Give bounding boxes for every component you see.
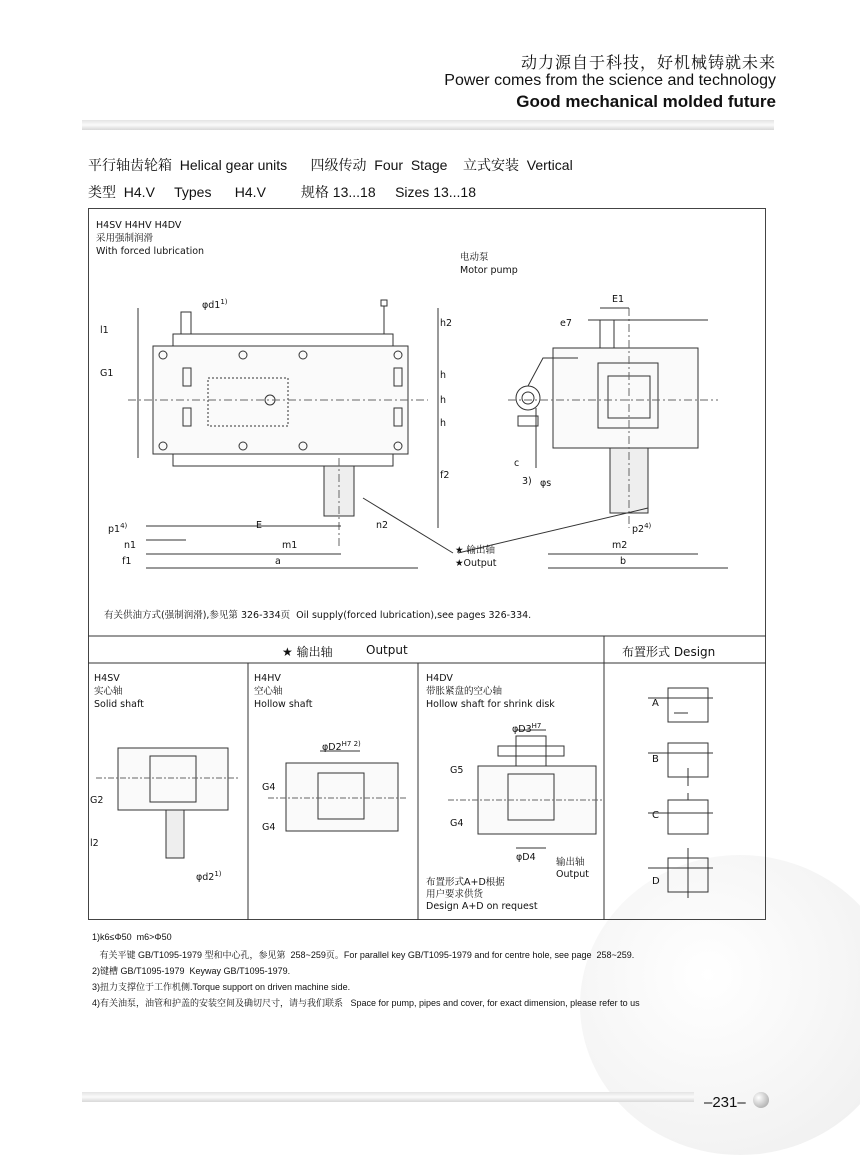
title-line-1: 平行轴齿轮箱 Helical gear units 四级传动 Four Stage 立式安装 Vertical <box>88 157 573 173</box>
dim-c: c <box>514 458 520 469</box>
h4hv-G4b: G4 <box>262 822 276 833</box>
dim-m2: m2 <box>612 540 628 551</box>
h4hv-D2: $\varphi D2^{H7 2)}$ <box>322 740 361 754</box>
dim-n1: n1 <box>124 540 137 551</box>
motor-pump-cn-label: 电动泵 <box>460 252 489 263</box>
h4dv-code: H4DV <box>426 673 453 684</box>
output-en-label: ★Output <box>455 558 497 569</box>
dim-p2: p2$^{4)}$ <box>632 522 652 536</box>
h4dv-request-cn1: 布置形式A+D根据 <box>426 877 505 888</box>
h4hv-G4a: G4 <box>262 782 276 793</box>
h4sv-d2: φd2$^{1)}$ <box>196 870 222 884</box>
output-section-cn: ★ 输出轴 <box>282 645 333 659</box>
h4sv-code: H4SV <box>94 673 120 684</box>
header-divider-bar <box>82 120 774 130</box>
design-label-b: B <box>652 754 659 765</box>
h4sv-cn: 实心轴 <box>94 686 123 697</box>
page-number: –231– <box>704 1094 746 1111</box>
h4sv-en: Solid shaft <box>94 699 144 710</box>
h4sv-l2: l2 <box>90 838 99 849</box>
dim-E: E <box>256 520 263 531</box>
slogan-english: Power comes from the science and technology <box>444 72 776 89</box>
h4hv-drawing <box>268 751 408 831</box>
dim-f2: f2 <box>440 470 450 481</box>
motor-pump-en-label: Motor pump <box>460 265 518 276</box>
title-line-2: 类型 H4.V Types H4.V 规格 13...18 Sizes 13...18 <box>88 184 477 200</box>
h4sv-drawing <box>96 748 238 858</box>
output-cn-label: ★ 输出轴 <box>455 545 496 556</box>
lubrication-cn-label: 采用强制润滑 <box>96 233 154 244</box>
h4hv-en: Hollow shaft <box>254 699 313 710</box>
dim-f1: f1 <box>122 556 132 567</box>
dim-G1: G1 <box>100 368 114 379</box>
dim-l1: l1 <box>100 325 109 336</box>
dim-h-c: h <box>440 395 447 406</box>
footnote-2: 2)键槽 GB/T1095-1979 Keyway GB/T1095-1979. <box>92 966 291 976</box>
dim-e7: e7 <box>560 318 572 329</box>
oil-supply-note: 有关供油方式(强制润滑),参见第 326-334页 Oil supply(forced lubrication),see pages 326-334. <box>104 610 532 621</box>
h4hv-code: H4HV <box>254 673 281 684</box>
h4dv-request-en: Design A+D on request <box>426 901 538 912</box>
front-view-gearbox <box>153 300 408 516</box>
dim-h-b: h <box>440 418 447 429</box>
design-schematics <box>648 688 713 898</box>
dim-d1: φd1$^{1)}$ <box>202 298 228 312</box>
h4dv-drawing <box>448 730 603 848</box>
dim-n2: n2 <box>376 520 389 531</box>
h4dv-request-cn2: 用户要求供货 <box>426 889 484 900</box>
dim-E1: E1 <box>612 294 625 305</box>
h4dv-D4: φD4 <box>516 852 536 863</box>
dim-p1: p1$^{4)}$ <box>108 522 128 536</box>
technical-drawing <box>88 208 766 920</box>
footnote-4: 4)有关油泵，油管和护盖的安装空间及确切尺寸，请与我们联系 Space for pump, pipes and cover, for exact dimension, please refer to us <box>92 998 640 1008</box>
h4hv-cn: 空心轴 <box>254 686 283 697</box>
design-label-d: D <box>652 876 660 887</box>
dim-h-a: h <box>440 370 447 381</box>
dim-s-sup: 3) <box>522 476 532 487</box>
output-section-en: Output <box>366 643 408 657</box>
dim-b: b <box>620 556 627 567</box>
page-dot-icon <box>753 1092 769 1108</box>
footnote-1: 1)k6≤Φ50 m6>Φ50 <box>92 932 172 942</box>
footer-divider-bar <box>82 1092 694 1102</box>
dim-h2: h2 <box>440 318 453 329</box>
slogan-english-bold: Good mechanical molded future <box>516 92 776 111</box>
h4sv-G2: G2 <box>90 795 104 806</box>
dim-a: a <box>275 556 281 567</box>
lubrication-en-label: With forced lubrication <box>96 246 205 257</box>
footnote-1b: 有关平键 GB/T1095-1979 型和中心孔，参见第 258~259页。For parallel key GB/T1095-1979 and for centre hole, see page 258~259. <box>92 950 635 960</box>
footnote-3: 3)扭力支撑位于工作机侧.Torque support on driven machine side. <box>92 982 351 992</box>
design-section-header: 布置形式 Design <box>622 645 716 659</box>
h4dv-en: Hollow shaft for shrink disk <box>426 699 555 710</box>
design-label-a: A <box>652 698 659 709</box>
dim-s: φs <box>540 478 552 489</box>
h4dv-D3: $\varphi D3^{H7}$ <box>512 722 542 736</box>
h4dv-output-cn: 输出轴 <box>556 857 585 868</box>
h4dv-output-en: Output <box>556 869 589 880</box>
h4dv-cn: 带胀紧盘的空心轴 <box>426 686 503 697</box>
slogan-chinese: 动力源自于科技，好机械铸就未来 <box>520 53 776 72</box>
type-codes-label: H4SV H4HV H4DV <box>96 220 182 231</box>
h4dv-G5: G5 <box>450 765 464 776</box>
design-label-c: C <box>652 810 659 821</box>
h4dv-G4: G4 <box>450 818 464 829</box>
dim-m1: m1 <box>282 540 298 551</box>
